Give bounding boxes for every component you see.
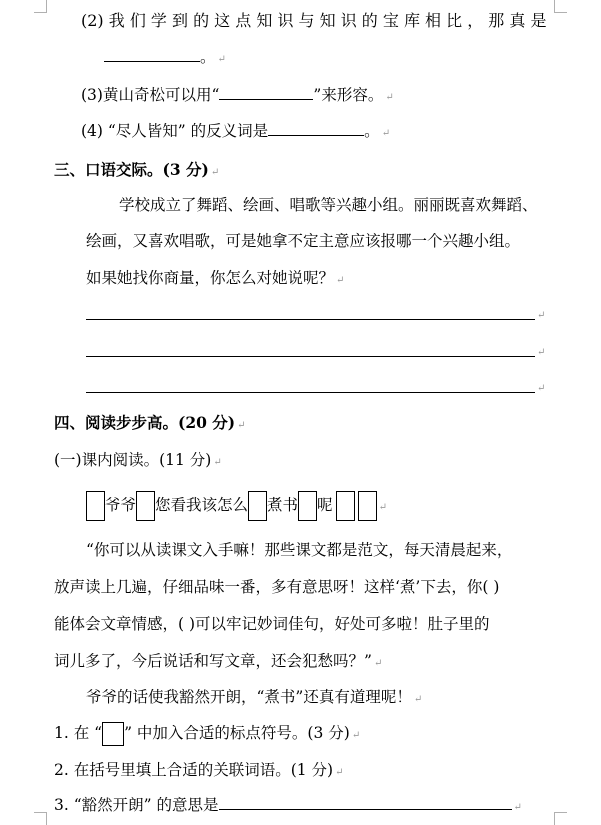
paragraph-mark-icon: ↵ [537,310,546,321]
page-corner-mark [34,812,47,825]
answer-blank[interactable] [219,85,313,100]
section-3-para-line: 学校成立了舞蹈、绘画、唱歌等兴趣小组。丽丽既喜欢舞蹈、 [119,196,538,214]
page-corner-mark [554,0,567,13]
punctuation-box[interactable] [358,491,377,521]
question-4: (4) “尽人皆知” 的反义词是 。 ↵ [81,122,391,140]
punctuation-sentence: 爷爷 您看我该怎么 煮书 呢 ↵ [86,490,387,523]
paragraph-mark-icon: ↵ [378,502,387,513]
question-3: (3)黄山奇松可以用“ ”来形容。 ↵ [81,86,394,104]
question-1-punctuation: 1. 在 “ ” 中加入合适的标点符号。(3 分) ↵ [54,718,360,751]
answer-blank[interactable] [268,121,364,136]
passage-line: “你可以从读课文入手嘛！那些课文都是范文，每天清晨起来， [86,541,513,559]
question-2-conjunction: 2. 在括号里填上合适的关联词语。(1 分) ↵ [54,761,344,779]
paragraph-mark-icon: ↵ [336,275,345,286]
punctuation-box[interactable] [298,491,317,521]
passage-line: 爷爷的话使我豁然开朗，“煮书”还真有道理呢！ ↵ [86,688,423,706]
paragraph-mark-icon: ↵ [373,658,383,669]
paragraph-mark-icon: ↵ [210,167,220,178]
punctuation-box[interactable] [336,491,355,521]
paragraph-mark-icon: ↵ [213,457,222,468]
question-2-line1: (2) 我 们 学 到 的 这 点 知 识 与 知 识 的 宝 库 相 比 ， 那 真 是 [81,11,547,30]
answer-blank[interactable] [104,47,200,62]
page-corner-mark [34,0,47,13]
paragraph-mark-icon: ↵ [351,730,361,741]
passage-line: 能体会文章情感，( )可以牢记妙词佳句，好处可多啦！肚子里的 [54,615,490,633]
paragraph-mark-icon: ↵ [537,347,546,358]
question-2-line2: 。 ↵ [104,47,226,70]
paragraph-mark-icon: ↵ [385,92,394,103]
section-4-title: 四、阅读步步高。(20 分) ↵ [54,413,246,432]
writing-line[interactable] [86,319,535,320]
page-corner-mark [554,812,567,825]
paragraph-mark-icon: ↵ [513,802,522,813]
passage-line: 放声读上几遍，仔细品味一番，多有意思呀！这样‘煮’下去，你( ) [54,578,500,596]
question-3-meaning: 3. “豁然开朗” 的意思是 ↵ [54,796,522,814]
writing-line[interactable] [86,392,535,393]
section-3-para-line: 绘画，又喜欢唱歌，可是她拿不定主意应该报哪一个兴趣小组。 [86,232,521,250]
paragraph-mark-icon: ↵ [217,54,226,65]
paragraph-mark-icon: ↵ [237,420,246,431]
punctuation-box[interactable] [136,491,155,521]
section-3-title: 三、口语交际。(3 分) ↵ [54,160,220,179]
section-3-para-line: 如果她找你商量，你怎么对她说呢？ ↵ [86,269,345,287]
paragraph-mark-icon: ↵ [413,694,423,705]
paragraph-mark-icon: ↵ [537,383,546,394]
writing-line[interactable] [86,356,535,357]
paragraph-mark-icon: ↵ [381,128,391,139]
punctuation-box[interactable] [102,722,124,746]
punctuation-box[interactable] [248,491,267,521]
subsection-1-title: (一)课内阅读。(11 分) ↵ [54,451,222,469]
passage-line: 词儿多了，今后说话和写文章，还会犯愁吗？” ↵ [54,652,383,670]
answer-blank[interactable] [219,795,512,810]
punctuation-box[interactable] [86,491,105,521]
paragraph-mark-icon: ↵ [335,767,344,778]
